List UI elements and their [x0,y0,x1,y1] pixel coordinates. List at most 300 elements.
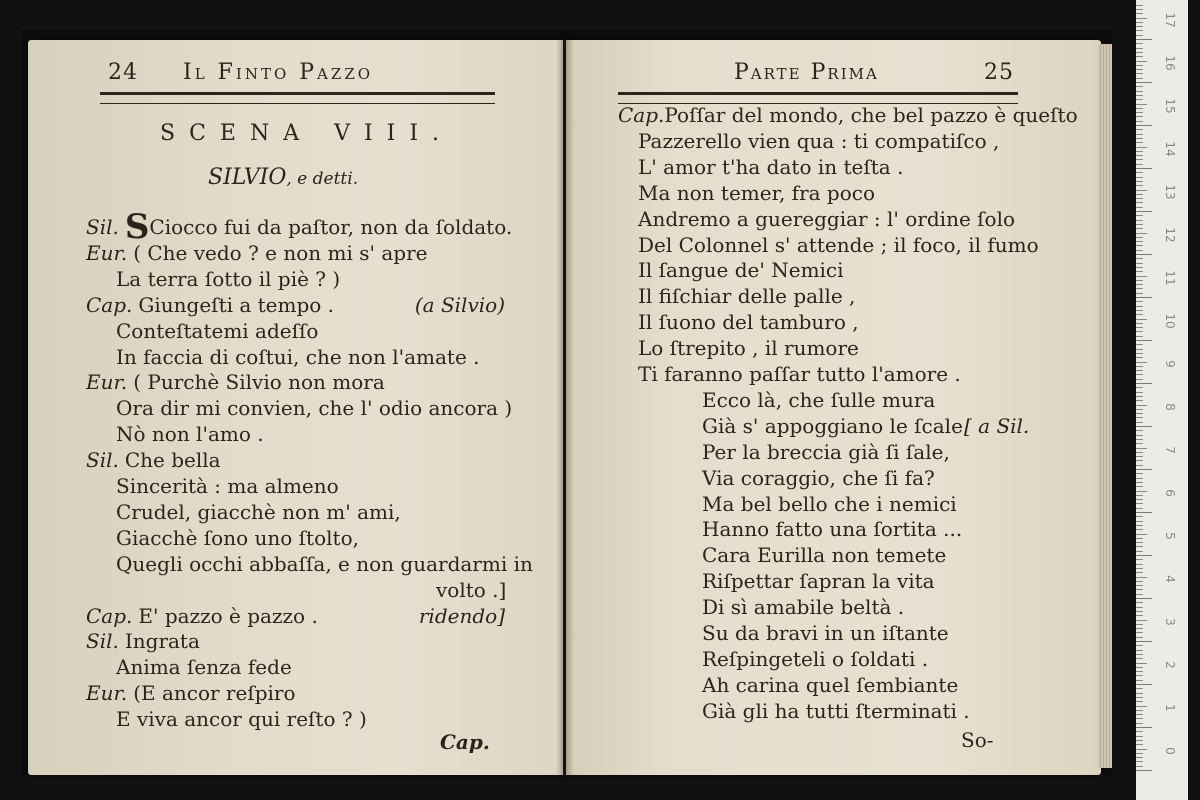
ruler-tick-minor [1136,448,1147,449]
ruler-tick-minor [1136,276,1147,277]
verse-text: Che bella [124,448,221,473]
speaker-label: Sil. [86,629,119,654]
ruler-number: 4 [1163,575,1177,583]
ruler-tick-minor [1136,602,1143,603]
ruler-tick-minor [1136,534,1147,535]
ruler-tick-minor [1136,637,1143,638]
verse-line [86,241,427,265]
ruler-tick-minor [1136,572,1143,573]
verse-line [116,422,264,446]
ruler-tick-major [1136,727,1152,728]
ruler-tick-minor [1136,73,1143,74]
ruler-tick-minor [1136,581,1143,582]
ruler-tick-minor [1136,314,1143,315]
verse-text: Quegli occhi abbaſſa, e non guardarmi in [116,551,533,576]
ruler-tick-minor [1136,370,1143,371]
ruler-tick-minor [1136,396,1143,397]
ruler-tick-minor [1136,306,1143,307]
entry-rest: , e detti. [286,169,359,189]
ruler-tick-minor [1136,18,1147,19]
ruler-tick-minor [1136,516,1143,517]
ruler-tick-minor [1136,349,1143,350]
ruler-tick-minor [1136,478,1143,479]
ruler-tick-minor [1136,486,1143,487]
ruler-number: 17 [1163,12,1177,28]
ruler-tick-minor [1136,65,1143,66]
verse-text: Sincerità : ma almeno [116,474,339,498]
ruler-tick-minor [1136,761,1143,762]
verse-line [702,621,949,645]
verse-line [116,500,401,524]
verse-line [702,569,935,593]
verse-line [702,543,946,567]
verse-line [116,267,340,291]
verse-line [702,388,935,412]
verse-line [116,345,480,369]
ruler-number: 3 [1163,618,1177,626]
verse-line [116,319,318,343]
ruler-tick-minor [1136,701,1143,702]
ruler-tick-minor [1136,9,1143,10]
ruler-tick-minor [1136,250,1143,251]
verse-line [116,552,533,576]
verse-line [86,370,385,394]
verse-text: Il fiſchiar delle palle , [638,284,856,309]
ruler-tick-minor [1136,366,1143,367]
ruler-tick-minor [1136,499,1143,500]
ruler-number: 7 [1163,446,1177,454]
header-rule-left [100,92,495,104]
stage-direction: (a Silvio) [414,292,505,317]
ruler-tick-minor [1136,435,1143,436]
ruler-tick-minor [1136,473,1143,474]
ruler-tick-minor [1136,155,1143,156]
verse-text: Poſſar del mondo, che bel pazzo è queſto [664,103,1078,127]
drop-cap: S [124,207,150,247]
ruler-tick-major [1136,82,1152,83]
verse-text: Via coraggio, che ſi fa? [702,465,935,490]
ruler-tick-minor [1136,723,1143,724]
right-page [566,40,1101,775]
speaker-label: Sil. [86,448,119,473]
ruler-tick-minor [1136,344,1143,345]
verse-text: Nò non l'amo . [116,422,264,447]
ruler-tick-minor [1136,207,1143,208]
page-number-right: 25 [984,60,1014,85]
ruler-tick-minor [1136,121,1143,122]
verse-text: Crudel, giacchè non m' ami, [116,499,401,524]
ruler-tick-minor [1136,387,1143,388]
ruler-number: 9 [1163,360,1177,368]
ruler-tick-minor [1136,190,1147,191]
speaker-label: Cap. [618,103,665,127]
ruler-tick-minor [1136,740,1143,741]
verse-line [638,129,999,153]
verse-text: Andremo a guereggiar : l' ordine ſolo [638,206,1016,231]
ruler-tick-minor [1136,374,1143,375]
verse-line [618,103,1078,127]
scene-title: SCENA VIII. [160,121,454,146]
ruler-tick-minor [1136,546,1143,547]
ruler-tick-minor [1136,353,1143,354]
ruler-tick-major [1136,383,1152,384]
ruler-tick-minor [1136,177,1143,178]
ruler-number: 5 [1163,532,1177,540]
ruler-tick-major [1136,39,1152,40]
verse-line [638,181,875,205]
ruler-tick-minor [1136,112,1143,113]
ruler-number: 13 [1163,184,1177,200]
verse-line [702,492,957,516]
verse-line [116,474,339,498]
page-number-left: 24 [108,60,138,85]
verse-line [702,466,935,490]
ruler-number: 0 [1163,747,1177,755]
running-head-left: Il Finto Pazzo [183,60,374,85]
ruler-tick-minor [1136,465,1143,466]
verse-line [638,284,855,308]
ruler-tick-minor [1136,611,1143,612]
ruler-tick-minor [1136,693,1143,694]
ruler-tick-minor [1136,220,1143,221]
ruler-tick-major [1136,684,1152,685]
ruler-tick-minor [1136,237,1143,238]
ruler-tick-minor [1136,99,1143,100]
verse-text: (E ancor reſpiro [133,681,296,706]
running-head-right: Parte Prima [734,60,879,85]
speaker-label: Cap. [86,292,133,317]
speaker-label: Eur. [86,681,128,706]
ruler-tick-minor [1136,538,1143,539]
ruler-tick-minor [1136,594,1143,595]
verse-text: L' amor t'ha dato in teſta . [638,154,904,179]
ruler-tick-major [1136,641,1152,642]
ruler-tick-minor [1136,263,1143,264]
ruler-tick-minor [1136,452,1143,453]
ruler-tick-minor [1136,185,1143,186]
entry-name: SILVIO [208,165,287,190]
ruler-tick-minor [1136,22,1143,23]
ruler-tick-minor [1136,620,1147,621]
ruler-number: 2 [1163,661,1177,669]
ruler-tick-minor [1136,86,1143,87]
ruler-tick-minor [1136,675,1143,676]
ruler-number: 10 [1163,313,1177,329]
verse-line [702,414,963,438]
verse-line [86,604,318,628]
ruler-tick-minor [1136,417,1143,418]
verse-text: Lo ſtrepito , il rumore [638,336,859,361]
verse-line [86,681,296,705]
verse-text: Conteſtatemi adeſſo [116,318,319,343]
ruler-tick-minor [1136,91,1143,92]
verse-text: Ti faranno paſſar tutto l'amore . [638,362,961,386]
ruler-tick-minor [1136,706,1147,707]
ruler-tick-minor [1136,69,1143,70]
ruler-tick-minor [1136,233,1147,234]
ruler-tick-minor [1136,301,1143,302]
ruler-tick-minor [1136,224,1143,225]
verse-text: Ecco là, che ſulle mura [702,387,936,412]
ruler-tick-minor [1136,460,1143,461]
ruler-tick-minor [1136,718,1143,719]
verse-text: Pazzerello vien qua : ti compatiſco , [638,128,1000,153]
ruler-tick-minor [1136,508,1143,509]
verse-line [116,707,367,731]
ruler-tick-minor [1136,521,1143,522]
ruler-tick-minor [1136,228,1143,229]
ruler-tick-major [1136,340,1152,341]
verse-text: Ciocco fui da paſtor, non da ſoldato. [149,215,513,239]
ruler-tick-minor [1136,688,1143,689]
ruler-number: 12 [1163,227,1177,243]
ruler-tick-minor [1136,164,1143,165]
ruler-tick-minor [1136,607,1143,608]
ruler-tick-minor [1136,697,1143,698]
verse-line [638,155,903,179]
verse-text: Su da bravi in un iſtante [702,621,949,645]
ruler-tick-minor [1136,267,1143,268]
verse-line [638,336,859,360]
ruler-tick-minor [1136,78,1143,79]
ruler-tick-minor [1136,405,1147,406]
verse-line [86,293,334,317]
ruler-tick-minor [1136,503,1143,504]
verse-line [638,362,961,386]
ruler-tick-minor [1136,645,1143,646]
ruler-number: 15 [1163,98,1177,114]
verse-line [702,440,950,464]
ruler-tick-minor [1136,551,1143,552]
speaker-label: Cap. [86,603,133,628]
ruler-tick-minor [1136,577,1147,578]
ruler-tick-minor [1136,632,1143,633]
ruler-tick-minor [1136,138,1143,139]
ruler-tick-minor [1136,271,1143,272]
verse-line [436,578,506,602]
verse-line [638,207,1015,231]
ruler-tick-minor [1136,43,1143,44]
ruler-tick-minor [1136,667,1143,668]
ruler-tick-minor [1136,48,1143,49]
ruler-number: 14 [1163,141,1177,157]
ruler-tick-minor [1136,525,1143,526]
ruler-tick-major [1136,598,1152,599]
ruler-tick-minor [1136,456,1143,457]
ruler-tick-minor [1136,650,1143,651]
verse-text: Riſpettar ſapran la vita [702,569,935,594]
ruler-tick-minor [1136,529,1143,530]
verse-text: volto .] [436,577,507,602]
ruler-tick-minor [1136,568,1143,569]
ruler-number: 16 [1163,55,1177,71]
ruler-tick-minor [1136,35,1143,36]
ruler-number: 8 [1163,403,1177,411]
ruler-tick-minor [1136,181,1143,182]
ruler-tick-minor [1136,61,1147,62]
ruler-tick-major [1136,469,1152,470]
ruler-tick-minor [1136,310,1143,311]
stage-direction: [ a Sil. [964,413,1030,438]
ruler-tick-minor [1136,142,1143,143]
ruler-tick-minor [1136,628,1143,629]
verse-text: Del Colonnel s' attende ; il foco, il fumo [638,232,1039,257]
verse-line [638,310,859,334]
verse-line [702,595,904,619]
ruler-tick-minor [1136,336,1143,337]
verse-text: ( Purchè Silvio non mora [133,370,385,395]
verse-line [638,258,844,282]
left-page [28,40,563,775]
ruler-tick-minor [1136,30,1143,31]
ruler-tick-major [1136,770,1152,771]
verse-text: Giacchè ſono uno ſtolto, [116,525,359,550]
ruler-tick-minor [1136,288,1143,289]
ruler-tick-minor [1136,284,1143,285]
ruler-tick-minor [1136,680,1143,681]
ruler-tick-major [1136,254,1152,255]
ruler-tick-minor [1136,766,1143,767]
ruler-tick-minor [1136,280,1143,281]
ruler-tick-minor [1136,129,1143,130]
ruler-tick-minor [1136,495,1143,496]
verse-text: Anima ſenza fede [116,655,292,680]
verse-text: Già s' appoggiano le ſcale [702,413,963,438]
ruler-tick-minor [1136,56,1143,57]
verse-text: Il ſuono del tamburo , [638,310,859,335]
ruler-tick-minor [1136,624,1143,625]
verse-text: Già gli ha tutti ſterminati . [702,698,970,723]
ruler-tick-minor [1136,589,1143,590]
ruler-tick-minor [1136,108,1143,109]
ruler-tick-minor [1136,159,1143,160]
ruler-tick-minor [1136,379,1143,380]
book-gutter [556,40,574,775]
verse-text: La terra ſotto il piè ? ) [116,266,341,291]
ruler-number: 1 [1163,704,1177,712]
verse-line [86,629,200,653]
ruler-tick-minor [1136,559,1143,560]
ruler-tick-minor [1136,753,1143,754]
speaker-label: Eur. [86,370,128,395]
ruler-tick-minor [1136,26,1143,27]
verse-line [116,526,359,550]
verse-line [116,655,292,679]
ruler-tick-minor [1136,736,1143,737]
ruler-tick-minor [1136,202,1143,203]
ruler-tick-major [1136,555,1152,556]
ruler-tick-minor [1136,52,1143,53]
verse-text: Il ſangue de' Nemici [638,258,844,283]
ruler-tick-minor [1136,323,1143,324]
ruler-tick-minor [1136,357,1143,358]
ruler-tick-minor [1136,331,1143,332]
verse-line [702,517,962,541]
stage-direction: ridendo] [418,603,505,628]
verse-text: Giungeſti a tempo . [138,292,335,317]
ruler-tick-minor [1136,491,1147,492]
verse-text: Ma non temer, fra poco [638,180,876,205]
verse-text: Cara Eurilla non temete [702,543,947,568]
ruler-tick-minor [1136,95,1143,96]
ruler-tick-minor [1136,147,1147,148]
ruler-tick-minor [1136,327,1143,328]
ruler-tick-major [1136,211,1152,212]
ruler-tick-major [1136,168,1152,169]
ruler-tick-minor [1136,362,1147,363]
verse-text: E viva ancor qui reſto ? ) [116,707,367,732]
ruler-tick-minor [1136,422,1143,423]
ruler-tick-minor [1136,585,1143,586]
verse-line [702,647,928,671]
ruler-tick-minor [1136,198,1143,199]
verse-line [638,233,1039,257]
verse-text: Ma bel bello che i nemici [702,491,957,516]
ruler-tick-minor [1136,430,1143,431]
ruler-tick-minor [1136,413,1143,414]
catchword-right: So- [961,728,994,752]
verse-text: In faccia di coſtui, che non l'amate . [116,344,480,369]
ruler-tick-major [1136,512,1152,513]
ruler-tick-minor [1136,671,1143,672]
ruler-tick-minor [1136,400,1143,401]
verse-line [702,673,958,697]
ruler-tick-minor [1136,409,1143,410]
ruler-tick-minor [1136,749,1147,750]
verse-line [702,699,970,723]
page-edges [1098,44,1112,768]
ruler-tick-minor [1136,663,1147,664]
ruler-tick-minor [1136,215,1143,216]
ruler-tick-minor [1136,5,1143,6]
ruler-tick-minor [1136,104,1147,105]
verse-text: E' pazzo è pazzo . [138,603,318,628]
ruler-tick-minor [1136,151,1143,152]
ruler-tick-minor [1136,245,1143,246]
ruler-tick-minor [1136,744,1143,745]
ruler-number: 6 [1163,489,1177,497]
ruler-tick-minor [1136,443,1143,444]
verse-line [116,396,512,420]
ruler-tick-minor [1136,293,1143,294]
ruler-tick-minor [1136,542,1143,543]
ruler-tick-minor [1136,714,1143,715]
ruler-tick-minor [1136,564,1143,565]
ruler-tick-major [1136,426,1152,427]
ruler-tick-minor [1136,241,1143,242]
ruler-tick-minor [1136,482,1143,483]
ruler-tick-minor [1136,757,1143,758]
verse-line [86,207,513,247]
ruler-tick-major [1136,125,1152,126]
verse-text: ( Che vedo ? e non mi s' apre [133,240,428,265]
ruler-tick-minor [1136,13,1143,14]
scene-entry [208,166,358,191]
verse-text: Hanno fatto una ſortita ... [702,517,963,542]
speaker-label: Sil. [86,215,119,239]
verse-text: Ah carina quel ſembiante [702,672,959,697]
verse-text: Ingrata [124,629,200,654]
ruler-tick-minor [1136,116,1143,117]
verse-text: Per la breccia già ſi ſale, [702,439,950,464]
ruler-tick-minor [1136,172,1143,173]
verse-text: Ora dir mi convien, che l' odio ancora ) [116,396,513,421]
ruler-tick-minor [1136,658,1143,659]
verse-line [86,448,221,472]
ruler-tick-minor [1136,654,1143,655]
measuring-ruler [1136,0,1188,800]
ruler-tick-major [1136,297,1152,298]
